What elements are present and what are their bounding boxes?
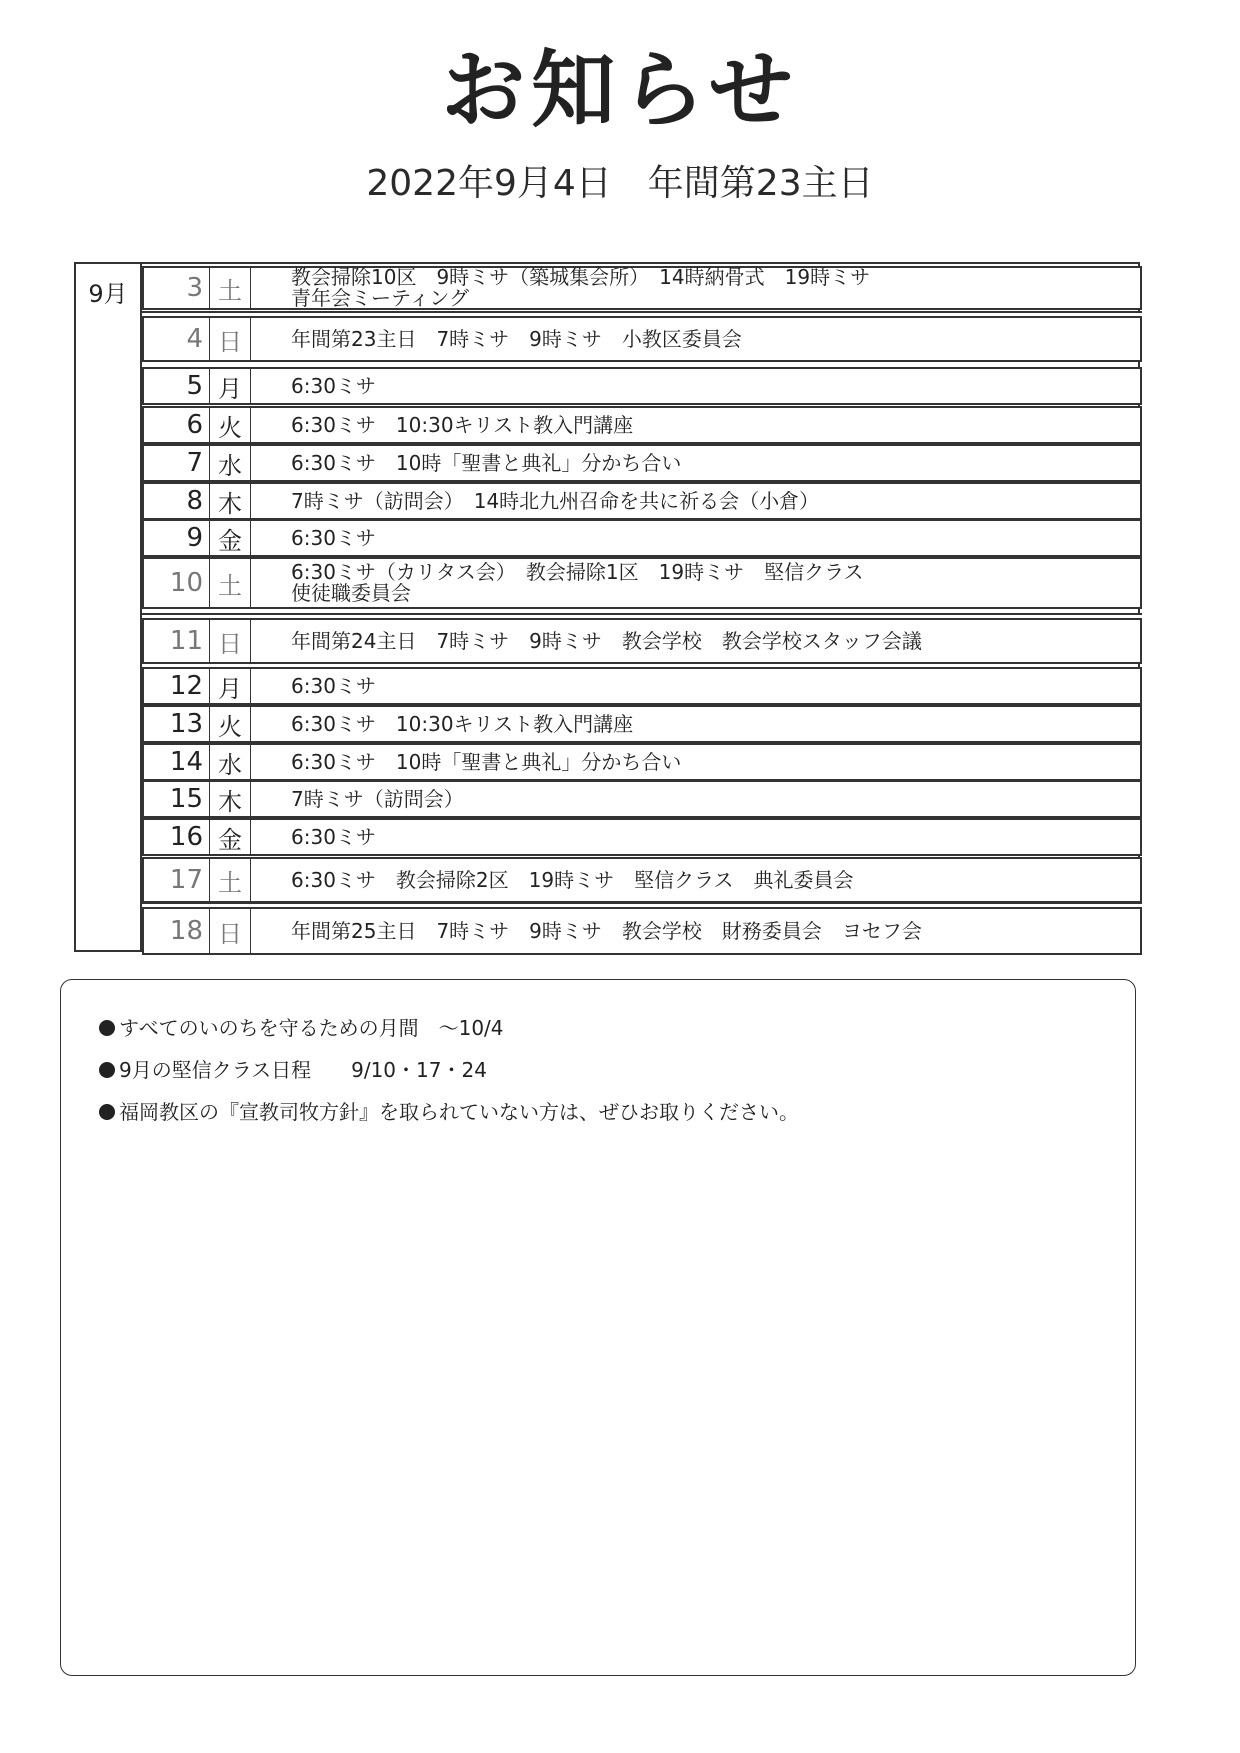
schedule-row [142,780,1142,818]
note-item [99,1096,799,1125]
page-title: お知らせ [441,41,799,139]
day-number: 9 [186,523,203,553]
event-line: 6:30ミサ 教会掃除2区 19時ミサ 堅信クラス 典礼委員会 [291,867,854,892]
weekday: 木 [209,782,251,816]
note-item [99,1012,504,1041]
day-number: 14 [169,747,203,777]
event-line: 年間第25主日 7時ミサ 9時ミサ 教会学校 財務委員会 ヨセフ会 [291,918,922,943]
day-number: 18 [169,916,203,946]
day-number: 10 [169,568,203,598]
day-number: 12 [169,671,203,701]
event-cell [251,484,1140,518]
weekday: 火 [209,408,251,442]
event-line: 6:30ミサ 10時「聖書と典礼」分かち合い [291,749,682,774]
weekday: 金 [209,820,251,854]
note-text: 9月の堅信クラス日程 9/10・17・24 [119,1058,487,1082]
event-line: 7時ミサ（訪問会） [291,786,464,811]
weekday: 水 [209,446,251,480]
weekday: 土 [209,559,251,607]
notes-box [60,979,1136,1676]
day-number: 5 [186,371,203,401]
event-cell [251,446,1140,480]
day-number: 4 [186,324,203,354]
note-item [99,1054,487,1083]
page-subtitle: 2022年9月4日 年間第23主日 [366,163,874,204]
schedule-row [142,618,1142,664]
weekday: 土 [209,268,251,308]
schedule-row [142,705,1142,743]
event-cell [251,620,1140,662]
event-line: 7時ミサ（訪問会） 14時北九州召命を共に祈る会（小倉） [291,488,820,513]
event-cell [251,318,1140,360]
event-line: 6:30ミサ [291,525,376,550]
day-number: 8 [186,486,203,516]
month-label: 9月 [88,280,128,308]
bullet-icon [99,1104,115,1120]
schedule-row [142,482,1142,520]
weekday: 金 [209,521,251,555]
schedule-row [142,266,1142,310]
schedule-table [74,262,1140,952]
event-line: 6:30ミサ 10:30キリスト教入門講座 [291,711,634,736]
event-cell [251,265,1140,310]
weekday: 月 [209,669,251,703]
event-line: 使徒職委員会 [291,581,411,605]
schedule-row [142,557,1142,609]
weekday: 火 [209,707,251,741]
schedule-row [142,406,1142,444]
event-line: 6:30ミサ [291,673,376,698]
event-cell [251,669,1140,703]
day-number: 7 [186,448,203,478]
note-text: 福岡教区の『宣教司牧方針』を取られていない方は、ぜひお取りください。 [119,1100,799,1124]
event-cell [251,820,1140,854]
event-line: 年間第23主日 7時ミサ 9時ミサ 小教区委員会 [291,326,742,351]
event-line: 年間第24主日 7時ミサ 9時ミサ 教会学校 教会学校スタッフ会議 [291,628,922,653]
weekday: 月 [209,369,251,403]
day-number: 13 [169,709,203,739]
schedule-row [142,907,1142,955]
schedule-row [142,316,1142,362]
weekday: 水 [209,745,251,779]
day-number: 15 [169,784,203,814]
event-cell [251,745,1140,779]
weekday: 日 [209,620,251,662]
event-cell [251,859,1140,901]
day-number: 6 [186,410,203,440]
event-line: 教会掃除10区 9時ミサ（築城集会所） 14時納骨式 19時ミサ [291,265,871,289]
day-number: 11 [169,626,203,656]
day-number: 17 [169,865,203,895]
event-cell [251,559,1140,607]
bullet-icon [99,1020,115,1036]
schedule-row [142,519,1142,557]
schedule-row [142,818,1142,856]
day-number: 16 [169,822,203,852]
event-line: 6:30ミサ 10:30キリスト教入門講座 [291,412,634,437]
event-cell [251,369,1140,403]
schedule-row [142,743,1142,781]
event-line: 6:30ミサ（カリタス会） 教会掃除1区 19時ミサ 堅信クラス [291,560,864,584]
weekday: 木 [209,484,251,518]
schedule-row [142,667,1142,705]
event-cell [251,909,1140,953]
event-line: 青年会ミーティング [291,286,469,310]
day-number: 3 [186,273,203,303]
event-cell [251,707,1140,741]
weekday: 日 [209,318,251,360]
schedule-row [142,857,1142,903]
event-cell [251,521,1140,555]
note-text: すべてのいのちを守るための月間 ～10/4 [119,1016,504,1040]
event-cell [251,782,1140,816]
event-line: 6:30ミサ [291,373,376,398]
event-line: 6:30ミサ 10時「聖書と典礼」分かち合い [291,450,682,475]
weekday: 土 [209,859,251,901]
month-column [76,264,142,950]
weekday: 日 [209,909,251,953]
schedule-row [142,444,1142,482]
event-cell [251,408,1140,442]
schedule-row [142,367,1142,405]
bullet-icon [99,1062,115,1078]
event-line: 6:30ミサ [291,824,376,849]
